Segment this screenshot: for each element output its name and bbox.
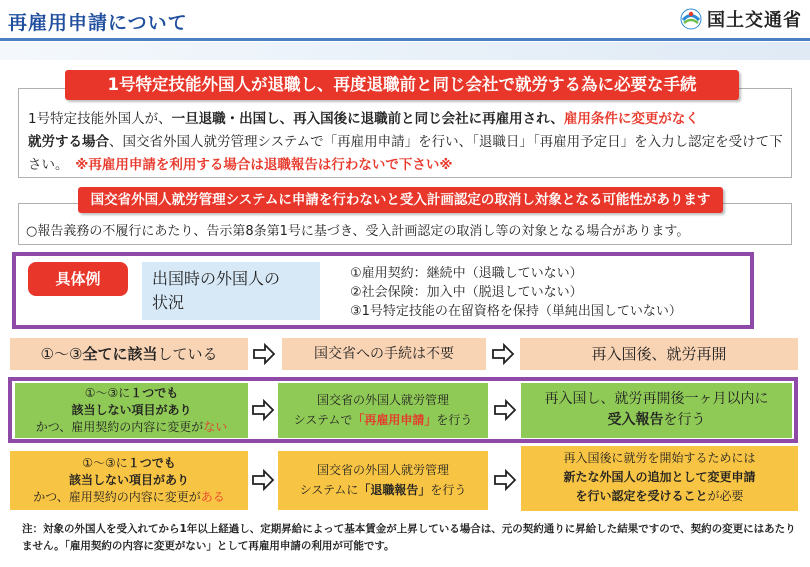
- row1-condition-prefix: ①～③: [40, 345, 83, 363]
- row3-text: が必要: [707, 489, 744, 503]
- right-arrow-icon: [491, 343, 515, 365]
- row3-procedure: [278, 451, 488, 510]
- row3-text-bold: 該当しない項目があり: [68, 473, 189, 487]
- example-condition-list: [350, 264, 682, 321]
- page-title: 再雇用申請について: [8, 12, 188, 34]
- row3-text: かつ、雇用契約の内容に変更が: [33, 490, 201, 504]
- row3-text-bold: 新たな外国人の追加として変更申請: [563, 470, 756, 484]
- row2-text: 国交省の外国人就労管理: [316, 393, 449, 407]
- row2-text-red: ない: [203, 420, 228, 434]
- row2-condition: [15, 383, 248, 438]
- mlit-logo-icon: [680, 8, 702, 30]
- title-gradient-band: [0, 42, 810, 60]
- example-condition: 出国時の外国人の 状況: [142, 262, 320, 320]
- row3-text-bold: 「退職報告」: [358, 483, 431, 497]
- row2-text-red: 「再雇用申請」: [352, 413, 437, 427]
- row2-text: 再入国し、就労再開後一ヶ月以内に: [544, 391, 769, 407]
- row1-condition-suffix: している: [157, 345, 218, 363]
- row2-text-bold: 該当しない項目があり: [71, 403, 192, 417]
- logo-text: 国土交通省: [707, 10, 802, 31]
- example-badge: 具体例: [28, 262, 128, 296]
- row3-text-bold: を行い認定を受けること: [575, 489, 708, 503]
- row2-result: [521, 383, 792, 438]
- row2-text-bold: １つでも: [130, 386, 179, 400]
- right-arrow-icon: [251, 469, 275, 491]
- ministry-logo: [680, 4, 802, 34]
- row2-text: かつ、雇用契約の内容に変更が: [35, 420, 204, 434]
- section2-banner: 国交省外国人就労管理システムに申請を行わないと受入計画認定の取消し対象となる可能性があります: [78, 187, 723, 213]
- row3-text-red: ある: [200, 490, 225, 504]
- row2-text-bold: 受入報告: [607, 412, 664, 428]
- row1-condition: [10, 338, 248, 370]
- text-part: 1号特定技能外国人が、: [28, 111, 172, 127]
- text-part-red: 雇用条件に変更がなく: [563, 111, 699, 127]
- row3-text: を行う: [430, 483, 467, 497]
- row1-condition-bold: 全てに該当: [82, 345, 158, 363]
- row3-text: 再入国後に就労を開始するためには: [563, 451, 756, 465]
- row2-text: を行う: [436, 413, 473, 427]
- row2-text: システムで: [293, 413, 353, 427]
- row3-result: [521, 446, 798, 511]
- row3-text-bold: １つでも: [127, 456, 176, 470]
- row2-procedure: [278, 383, 488, 438]
- page-header: [0, 0, 810, 42]
- footnote: 注：対象の外国人を受入れてから1年以上経過し、定期昇給によって基本賃金が上昇している場合は、元の契約通りに昇給した結果ですので、契約の変更にはあたりません。「雇用契約の内容に変更がない」として再雇用申請の利用が可能です。: [22, 523, 796, 552]
- warning-text: ※再雇用申請を利用する場合は退職報告は行わないで下さい※: [75, 157, 453, 173]
- right-arrow-icon: [252, 343, 276, 365]
- condition-item: ③1号特定技能の在留資格を保持（単純出国していない）: [350, 304, 682, 319]
- right-arrow-icon: [493, 399, 517, 421]
- row1-result: 再入国後、就労再開: [520, 338, 798, 370]
- row1-procedure: 国交省への手続は不要: [282, 338, 486, 370]
- text-part: 、国交省外国人就労管理システムで「再雇用申請」を行い、「退職日」「再雇用予定日」を入力し認定を受けて下さい。: [28, 134, 783, 173]
- right-arrow-icon: [493, 469, 517, 491]
- title-divider: [0, 38, 810, 41]
- row2-text: を行う: [663, 412, 706, 428]
- right-arrow-icon: [251, 399, 275, 421]
- condition-item: ②社会保険：加入中（脱退していない）: [350, 285, 583, 300]
- row3-condition: [10, 451, 248, 510]
- section1-banner: 1号特定技能外国人が退職し、再度退職前と同じ会社で就労する為に必要な手続: [65, 70, 739, 100]
- text-part-bold: 一旦退職・出国し、再入国後に退職前と同じ会社に再雇用され、: [171, 111, 564, 127]
- row3-text: 国交省の外国人就労管理: [316, 463, 449, 477]
- section2-text: ○報告義務の不履行にあたり、告示第8条第1号に基づき、受入計画認定の取消し等の対象となる場合があります。: [26, 224, 690, 239]
- row2-text: ①～③に: [84, 386, 131, 400]
- row3-text: ①～③に: [82, 456, 128, 470]
- row3-text: システムに: [299, 483, 359, 497]
- text-part-bold: 就労する場合: [28, 134, 109, 150]
- condition-item: ①雇用契約：継続中（退職していない）: [350, 266, 583, 281]
- section1-text: [28, 108, 788, 177]
